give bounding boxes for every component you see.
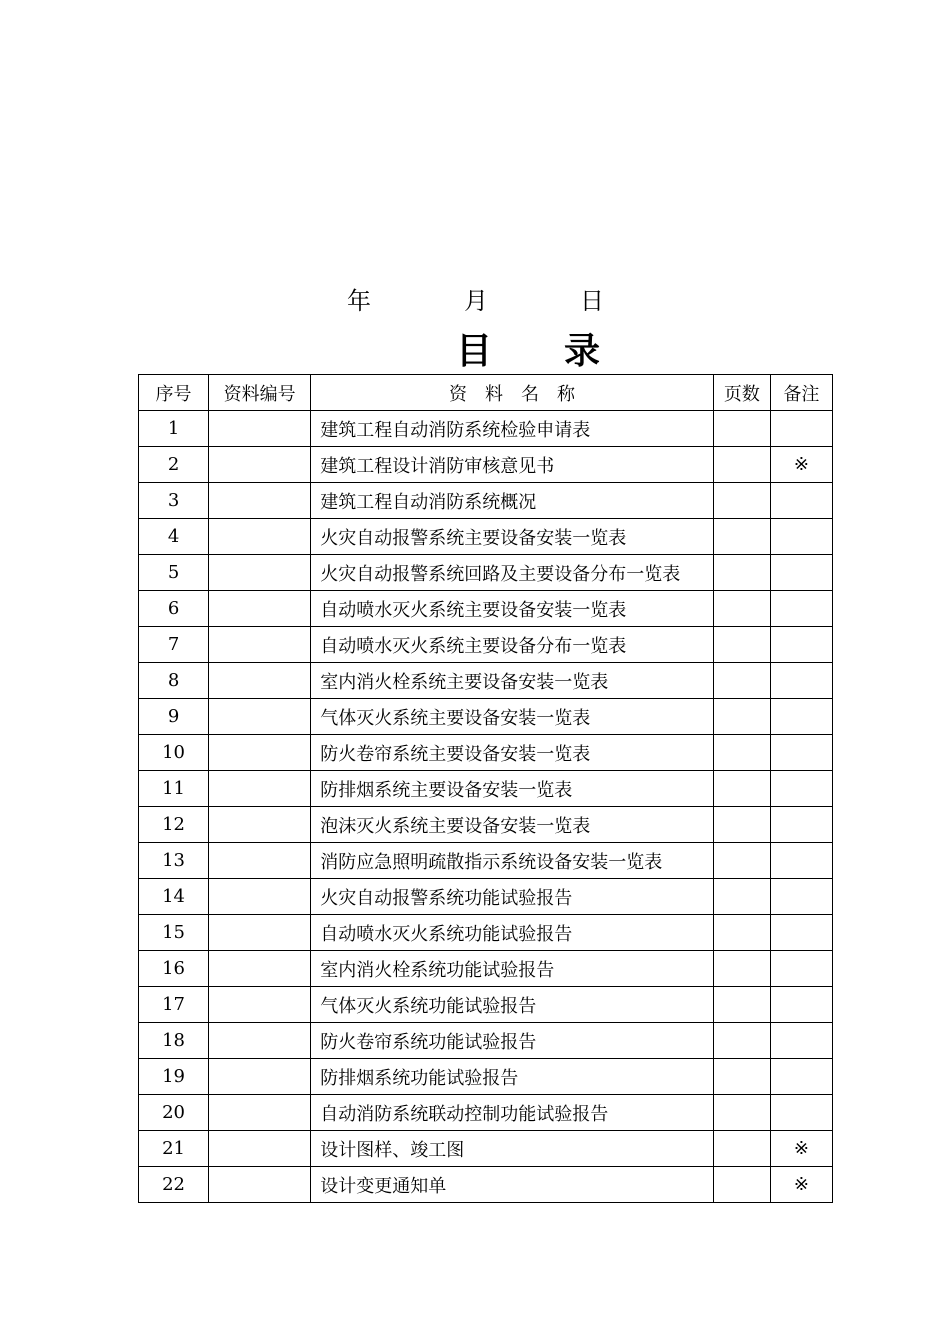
- page-title: [0, 328, 950, 374]
- year-label: 年: [347, 287, 371, 315]
- cell-pages: [713, 735, 770, 771]
- cell-no: 21: [139, 1131, 209, 1167]
- cell-name: 自动消防系统联动控制功能试验报告: [311, 1095, 714, 1131]
- cell-pages: [713, 555, 770, 591]
- cell-no: 12: [139, 807, 209, 843]
- table-row: [139, 483, 833, 519]
- table-row: [139, 411, 833, 447]
- cell-pages: [713, 519, 770, 555]
- cell-note: [770, 411, 832, 447]
- cell-code: [209, 735, 311, 771]
- cell-name: 防火卷帘系统主要设备安装一览表: [311, 735, 714, 771]
- cell-note: [770, 915, 832, 951]
- cell-name: 火灾自动报警系统功能试验报告: [311, 879, 714, 915]
- cell-no: 8: [139, 663, 209, 699]
- cell-name: 自动喷水灭火系统主要设备安装一览表: [311, 591, 714, 627]
- table-row: [139, 1167, 833, 1203]
- table-row: [139, 591, 833, 627]
- cell-no: 3: [139, 483, 209, 519]
- cell-name: 设计变更通知单: [311, 1167, 714, 1203]
- header-code: 资料编号: [209, 375, 311, 411]
- cell-name: 火灾自动报警系统回路及主要设备分布一览表: [311, 555, 714, 591]
- table-row: [139, 627, 833, 663]
- cell-name: 建筑工程设计消防审核意见书: [311, 447, 714, 483]
- cell-code: [209, 483, 311, 519]
- cell-pages: [713, 483, 770, 519]
- title-char-1: 目: [456, 330, 493, 372]
- cell-code: [209, 411, 311, 447]
- cell-code: [209, 1059, 311, 1095]
- cell-no: 20: [139, 1095, 209, 1131]
- cell-no: 15: [139, 915, 209, 951]
- cell-note: [770, 735, 832, 771]
- cell-note: [770, 951, 832, 987]
- cell-pages: [713, 1167, 770, 1203]
- cell-name: 建筑工程自动消防系统概况: [311, 483, 714, 519]
- table-row: [139, 1095, 833, 1131]
- cell-code: [209, 519, 311, 555]
- table-row: [139, 1131, 833, 1167]
- cell-pages: [713, 1131, 770, 1167]
- table-row: [139, 843, 833, 879]
- cell-note: [770, 663, 832, 699]
- cell-note: [770, 1059, 832, 1095]
- cell-note: [770, 699, 832, 735]
- cell-note: ※: [770, 447, 832, 483]
- cell-code: [209, 1167, 311, 1203]
- cell-pages: [713, 699, 770, 735]
- cell-name: 防排烟系统主要设备安装一览表: [311, 771, 714, 807]
- cell-code: [209, 447, 311, 483]
- cell-name: 消防应急照明疏散指示系统设备安装一览表: [311, 843, 714, 879]
- cell-code: [209, 699, 311, 735]
- cell-code: [209, 591, 311, 627]
- cell-note: [770, 1095, 832, 1131]
- cell-pages: [713, 591, 770, 627]
- table-row: [139, 447, 833, 483]
- toc-body: [139, 411, 833, 1203]
- table-row: [139, 735, 833, 771]
- cell-pages: [713, 627, 770, 663]
- table-header-row: [139, 375, 833, 411]
- cell-no: 11: [139, 771, 209, 807]
- cell-no: 10: [139, 735, 209, 771]
- cell-name: 防火卷帘系统功能试验报告: [311, 1023, 714, 1059]
- cell-code: [209, 1023, 311, 1059]
- cell-no: 2: [139, 447, 209, 483]
- cell-name: 设计图样、竣工图: [311, 1131, 714, 1167]
- cell-no: 13: [139, 843, 209, 879]
- cell-pages: [713, 843, 770, 879]
- cell-name: 室内消火栓系统主要设备安装一览表: [311, 663, 714, 699]
- cell-name: 自动喷水灭火系统主要设备分布一览表: [311, 627, 714, 663]
- cell-code: [209, 627, 311, 663]
- table-row: [139, 699, 833, 735]
- header-note: 备注: [770, 375, 832, 411]
- table-row: [139, 1023, 833, 1059]
- cell-pages: [713, 411, 770, 447]
- table-row: [139, 1059, 833, 1095]
- cell-note: [770, 483, 832, 519]
- cell-pages: [713, 951, 770, 987]
- cell-note: [770, 1023, 832, 1059]
- cell-code: [209, 555, 311, 591]
- cell-name: 泡沫灭火系统主要设备安装一览表: [311, 807, 714, 843]
- cell-no: 14: [139, 879, 209, 915]
- cell-pages: [713, 987, 770, 1023]
- date-line: [0, 281, 950, 321]
- cell-no: 9: [139, 699, 209, 735]
- cell-pages: [713, 1095, 770, 1131]
- header-pages: 页数: [713, 375, 770, 411]
- table-row: [139, 807, 833, 843]
- cell-note: [770, 591, 832, 627]
- cell-note: [770, 879, 832, 915]
- cell-note: [770, 771, 832, 807]
- cell-pages: [713, 663, 770, 699]
- cell-pages: [713, 1023, 770, 1059]
- cell-note: ※: [770, 1131, 832, 1167]
- cell-note: [770, 987, 832, 1023]
- cell-no: 5: [139, 555, 209, 591]
- cell-note: [770, 627, 832, 663]
- header-no: 序号: [139, 375, 209, 411]
- table-row: [139, 915, 833, 951]
- cell-no: 16: [139, 951, 209, 987]
- header-name: 资 料 名 称: [311, 375, 714, 411]
- cell-name: 防排烟系统功能试验报告: [311, 1059, 714, 1095]
- cell-note: ※: [770, 1167, 832, 1203]
- cell-code: [209, 771, 311, 807]
- cell-code: [209, 1095, 311, 1131]
- month-label: 月: [464, 287, 488, 315]
- cell-no: 18: [139, 1023, 209, 1059]
- table-row: [139, 519, 833, 555]
- title-char-2: 录: [564, 330, 601, 372]
- cell-code: [209, 1131, 311, 1167]
- day-label: 日: [580, 287, 604, 315]
- cell-name: 建筑工程自动消防系统检验申请表: [311, 411, 714, 447]
- cell-code: [209, 951, 311, 987]
- cell-code: [209, 987, 311, 1023]
- cell-no: 19: [139, 1059, 209, 1095]
- cell-note: [770, 519, 832, 555]
- cell-pages: [713, 447, 770, 483]
- cell-code: [209, 663, 311, 699]
- cell-pages: [713, 915, 770, 951]
- cell-no: 6: [139, 591, 209, 627]
- cell-no: 22: [139, 1167, 209, 1203]
- cell-code: [209, 807, 311, 843]
- cell-name: 室内消火栓系统功能试验报告: [311, 951, 714, 987]
- cell-pages: [713, 879, 770, 915]
- cell-name: 气体灭火系统功能试验报告: [311, 987, 714, 1023]
- toc-table: [138, 374, 833, 1203]
- cell-name: 自动喷水灭火系统功能试验报告: [311, 915, 714, 951]
- cell-pages: [713, 807, 770, 843]
- cell-no: 7: [139, 627, 209, 663]
- table-row: [139, 879, 833, 915]
- table-row: [139, 555, 833, 591]
- cell-code: [209, 879, 311, 915]
- table-row: [139, 663, 833, 699]
- cell-note: [770, 843, 832, 879]
- cell-pages: [713, 771, 770, 807]
- table-row: [139, 771, 833, 807]
- table-row: [139, 951, 833, 987]
- cell-note: [770, 555, 832, 591]
- cell-pages: [713, 1059, 770, 1095]
- cell-note: [770, 807, 832, 843]
- cell-code: [209, 915, 311, 951]
- cell-no: 17: [139, 987, 209, 1023]
- cell-name: 火灾自动报警系统主要设备安装一览表: [311, 519, 714, 555]
- cell-code: [209, 843, 311, 879]
- table-row: [139, 987, 833, 1023]
- cell-no: 4: [139, 519, 209, 555]
- cell-no: 1: [139, 411, 209, 447]
- cell-name: 气体灭火系统主要设备安装一览表: [311, 699, 714, 735]
